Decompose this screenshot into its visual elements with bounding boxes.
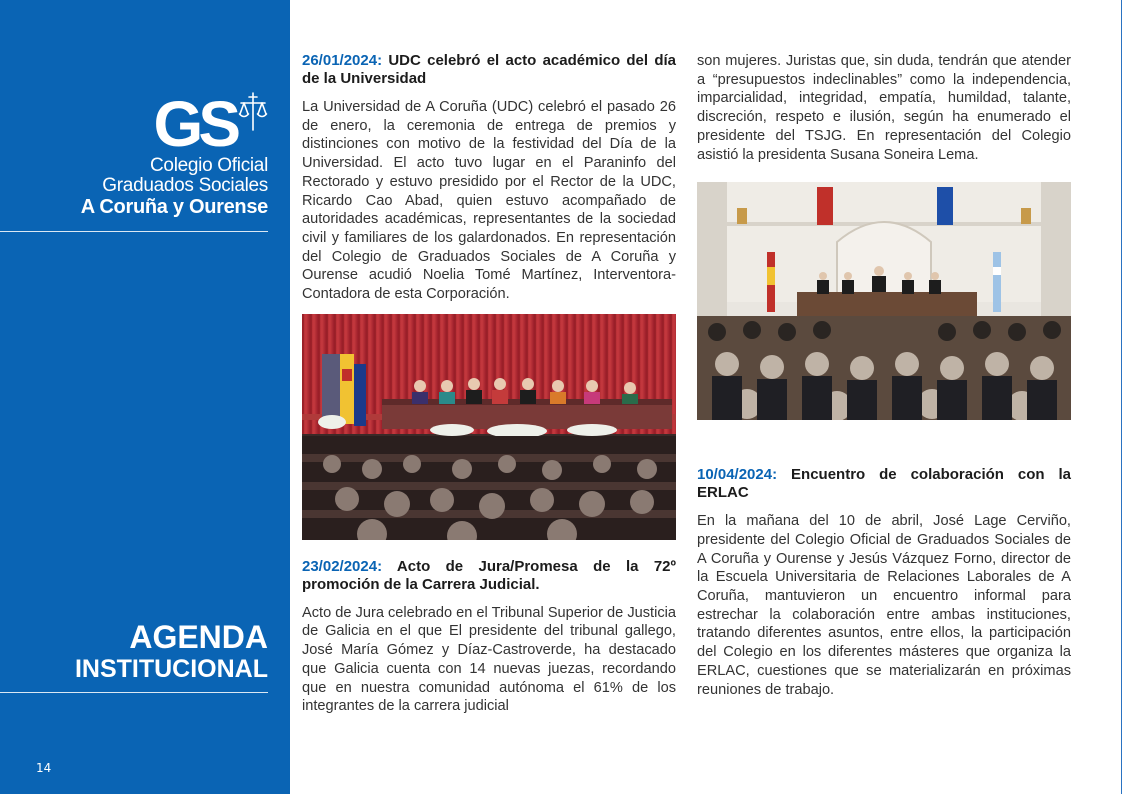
article-jura-title: Acto de Jura/Promesa de la 72º promoción de la Carrera Judicial. bbox=[302, 557, 676, 593]
article-jura-body: Acto de Jura celebrado en el Tribunal Superior de Justicia de Galicia en el que El presidente del tribunal gallego, José María Gómez y Díaz-Castroverde, ha destacado que Galicia cuenta con 14 nuevas juezas, recordando que en nuestra comunidad autónoma el 61% de los integrantes de la carrera judicial bbox=[302, 604, 676, 715]
left-column bbox=[302, 52, 676, 716]
logo-line-colegio: Colegio Oficial bbox=[150, 155, 268, 176]
right-column bbox=[697, 52, 1071, 699]
article-udc-title: UDC celebró el acto académico del día de la Universidad bbox=[302, 52, 676, 87]
section-title bbox=[75, 620, 268, 684]
logo-line-region: A Coruña y Ourense bbox=[80, 196, 268, 218]
article-jura-heading bbox=[302, 558, 676, 594]
logo-line-graduados: Graduados Sociales bbox=[102, 175, 268, 196]
article-jura-continuation: son mujeres. Juristas que, sin duda, tendrán que atender a “presupuestos indeclinables” como la independencia, imparcialidad, integridad, empatía, humildad, talante, discreción, respeto e ilusión, según ha enumerado el presidente del TSJG. En representación del Colegio asistió la presidenta Susana Soneira Lema. bbox=[697, 53, 1071, 163]
article-udc-date: 26/01/2024: bbox=[302, 52, 383, 69]
logo-mark bbox=[81, 88, 268, 160]
sidebar bbox=[0, 0, 290, 794]
page-number: 14 bbox=[36, 761, 52, 775]
top-divider bbox=[0, 231, 268, 232]
university-ceremony-photo bbox=[302, 314, 676, 540]
article-jura-date: 23/02/2024: bbox=[302, 557, 383, 575]
judicial-ceremony-photo bbox=[697, 182, 1071, 420]
section-title-institucional: INSTITUCIONAL bbox=[74, 655, 268, 683]
scales-of-justice-icon bbox=[238, 92, 268, 132]
bottom-divider bbox=[0, 692, 268, 693]
section-title-agenda: AGENDA bbox=[129, 619, 268, 655]
article-erlac-heading bbox=[697, 466, 1071, 502]
college-logo bbox=[80, 88, 268, 219]
page-edge-line bbox=[1121, 0, 1122, 794]
article-udc-heading bbox=[302, 52, 676, 88]
article-erlac-title: Encuentro de colaboración con la ERLAC bbox=[697, 466, 1071, 502]
article-erlac-body: En la mañana del 10 de abril, José Lage Cerviño, presidente del Colegio Oficial de Graduados Sociales de A Coruña y Ourense y Jesús Vázquez Forno, director de la Escuela Universitaria de Relaciones Laborales de A Coruña, mantuvieron un encuentro informal para estrechar la colaboración entre ambas instituciones, tratando diferentes asuntos, entre ellos, la participación del Colegio en los diferentes másteres que organiza la ERLAC, cuestiones que se materializarán en próximas reuniones de trabajo. bbox=[697, 513, 1071, 698]
article-udc-body: La Universidad de A Coruña (UDC) celebró el pasado 26 de enero, la ceremonia de entrega de premios y distinciones con motivo de la festividad del Día de la Universidad. El acto tuvo lugar en el Paraninfo del Rectorado y estuvo presidido por el Rector de la UDC, Ricardo Cao Abad, quien estuvo acompañado de autoridades académicas, representantes de la sociedad civil y familiares de los galardonados. En representación del Colegio de Graduados Sociales de A Coruña y Ourense acudió Noelia Tomé Martínez, Interventora-Contadora de esta Corporación. bbox=[302, 99, 676, 303]
logo-letters: GS bbox=[153, 88, 236, 160]
article-erlac-date: 10/04/2024: bbox=[697, 466, 778, 484]
